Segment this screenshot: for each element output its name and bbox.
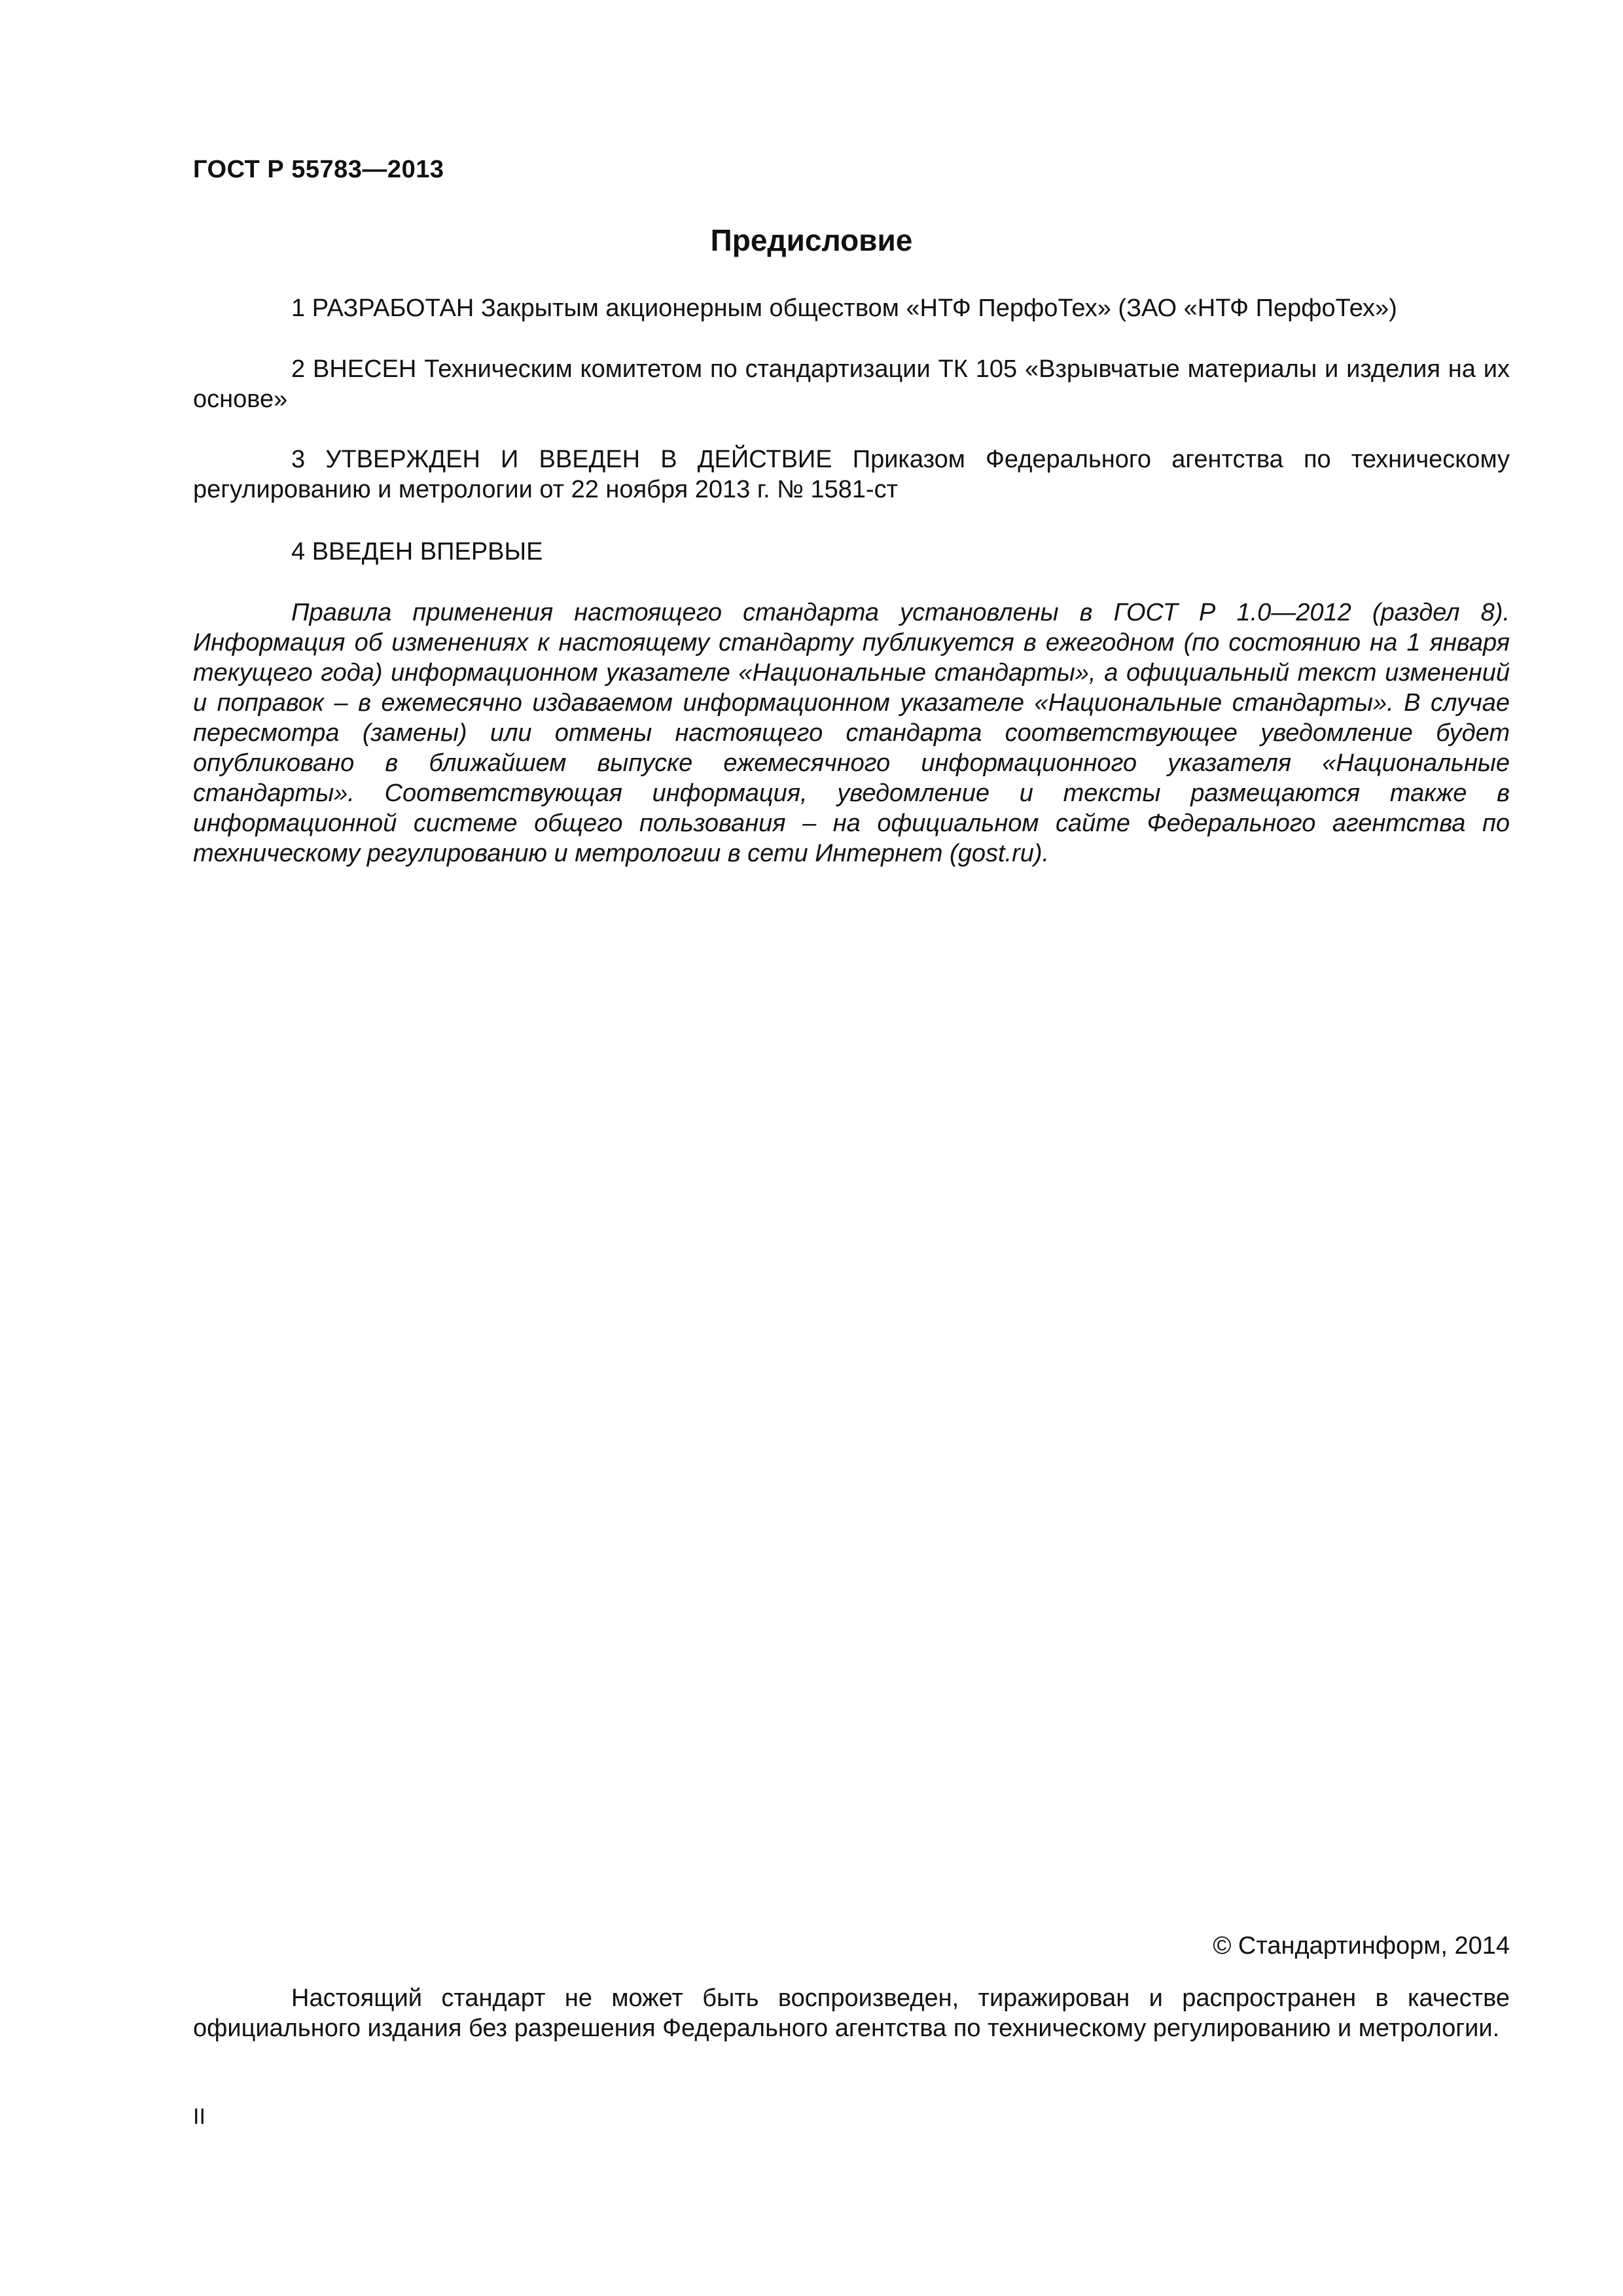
reproduction-notice: Настоящий стандарт не может быть воспроизведен, тиражирован и распространен в качестве официального издания без разрешения Федерального агентства по техническому регулированию и метрологии.	[193, 1984, 1510, 2042]
copyright: © Стандартинформ, 2014	[1213, 1932, 1510, 1960]
item-developed: 1 РАЗРАБОТАН Закрытым акционерным обществом «НТФ ПерфоТех» (ЗАО «НТФ ПерфоТех»)	[291, 295, 1397, 322]
item-introduced: 2 ВНЕСЕН Техническим комитетом по стандартизации ТК 105 «Взрывчатые материалы и изделия на их основе»	[193, 355, 1510, 413]
item-first-introduced: 4 ВВЕДЕН ВПЕРВЫЕ	[291, 538, 543, 565]
rules-note: Правила применения настоящего стандарта установлены в ГОСТ Р 1.0—2012 (раздел 8). Информация об изменениях к настоящему стандарту публикуется в ежегодном (по состоянию на 1 января текущего года) информационном указателе «Национальные стандарты», а официальный текст изменений и поправок – в ежемесячно издаваемом информационном указателе «Национальные стандарты». В случае пересмотра (замены) или отмены настоящего стандарта соответствующее уведомление будет опубликовано в ближайшем выпуске ежемесячного информационного указателя «Национальные стандарты». Соответствующая информация, уведомление и тексты размещаются также в информационной системе общего пользования – на официальном сайте Федерального агентства по техническому регулированию и метрологии в сети Интернет (gost.ru).	[193, 599, 1510, 867]
page-title: Предисловие	[710, 223, 913, 257]
document-code: ГОСТ Р 55783—2013	[193, 156, 444, 183]
item-approved: 3 УТВЕРЖДЕН И ВВЕДЕН В ДЕЙСТВИЕ Приказом Федерального агентства по техническому регулированию и метрологии от 22 ноября 2013 г. № 1581-ст	[193, 446, 1510, 503]
page-number: II	[193, 2104, 205, 2129]
